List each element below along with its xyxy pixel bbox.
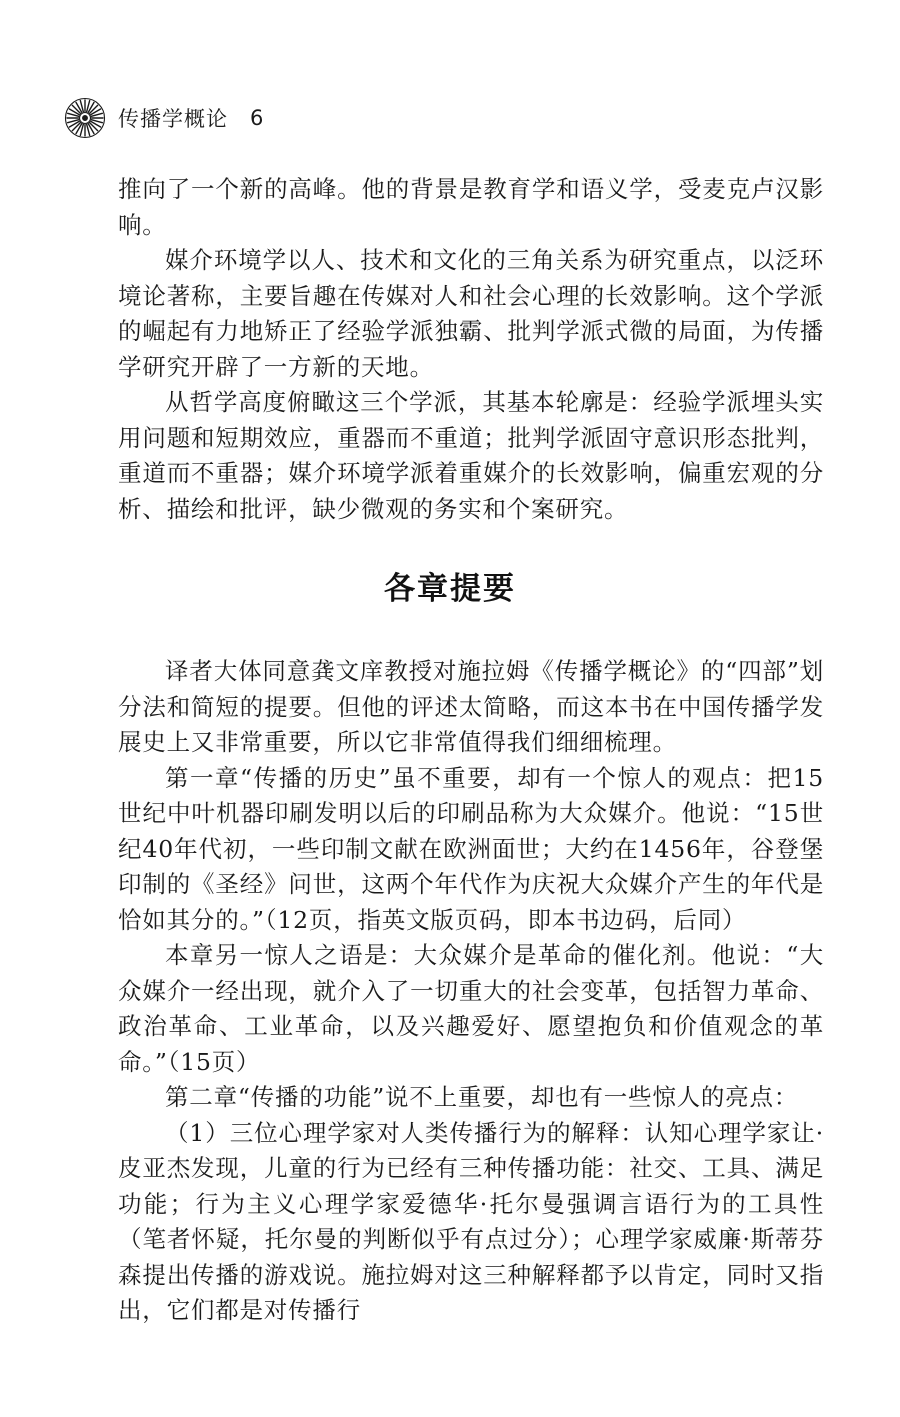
running-head-book-title: 传播学概论	[118, 107, 228, 131]
paragraph: 从哲学高度俯瞰这三个学派，其基本轮廓是：经验学派埋头实用问题和短期效应，重器而不重道；批判学派固守意识形态批判，重道而不重器；媒介环境学派着重媒介的长效影响，偏重宏观的分析、描绘和批评，缺少微观的务实和个案研究。	[118, 388, 824, 523]
chrysanthemum-ornament-icon	[64, 97, 106, 139]
body-text-before-section	[118, 172, 824, 527]
page-number: 6	[250, 106, 264, 130]
paragraph: 第二章“传播的功能”说不上重要，却也有一些惊人的亮点：	[165, 1083, 799, 1111]
paragraph: 第一章“传播的历史”虽不重要，却有一个惊人的观点：把15世纪中叶机器印刷发明以后的印刷品称为大众媒介。他说：“15世纪40年代初，一些印制文献在欧洲面世；大约在1456年，谷登堡印制的《圣经》问世，这两个年代作为庆祝大众媒介产生的年代是恰如其分的。”（12页，指英文版页码，即本书边码，后同）	[118, 763, 824, 934]
paragraph: 本章另一惊人之语是：大众媒介是革命的催化剂。他说：“大众媒介一经出现，就介入了一切重大的社会变革，包括智力革命、政治革命、工业革命，以及兴趣爱好、愿望抱负和价值观念的革命。”（15页）	[118, 941, 824, 1076]
paragraph: 推向了一个新的高峰。他的背景是教育学和语义学，受麦克卢汉影响。	[118, 175, 824, 239]
paragraph: 媒介环境学以人、技术和文化的三角关系为研究重点，以泛环境论著称，主要旨趣在传媒对人和社会心理的长效影响。这个学派的崛起有力地矫正了经验学派独霸、批判学派式微的局面，为传播学研究开辟了一方新的天地。	[118, 246, 824, 381]
paragraph: （1）三位心理学家对人类传播行为的解释：认知心理学家让·皮亚杰发现，儿童的行为已经有三种传播功能：社交、工具、满足功能；行为主义心理学家爱德华·托尔曼强调言语行为的工具性（笔者怀疑，托尔曼的判断似乎有点过分）；心理学家威廉·斯蒂芬森提出传播的游戏说。施拉姆对这三种解释都予以肯定，同时又指出，它们都是对传播行	[118, 1118, 824, 1324]
section-heading: 各章提要	[384, 571, 516, 607]
paragraph: 译者大体同意龚文庠教授对施拉姆《传播学概论》的“四部”划分法和简短的提要。但他的评述太简略，而这本书在中国传播学发展史上又非常重要，所以它非常值得我们细细梳理。	[118, 657, 824, 756]
running-head	[64, 96, 263, 140]
body-text-after-section	[118, 654, 824, 1329]
